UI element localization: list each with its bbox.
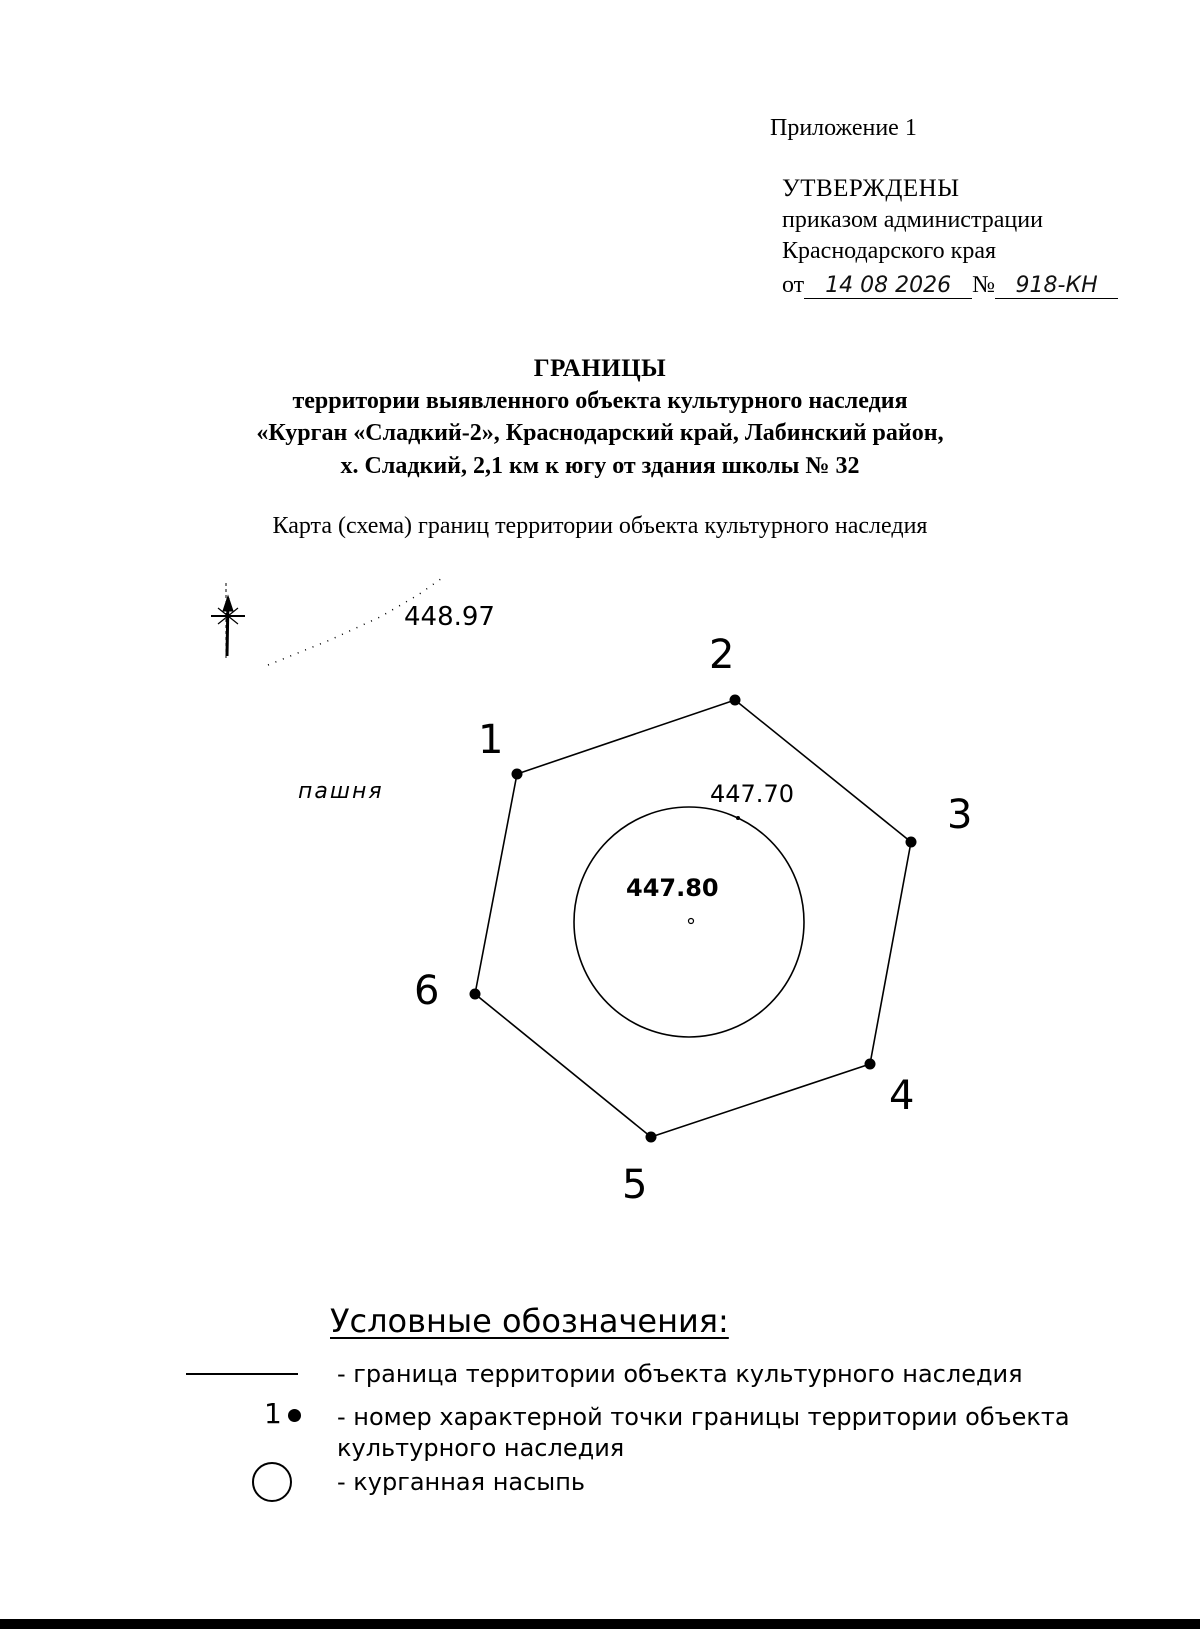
title-line-1: территории выявленного объекта культурного наследия (292, 388, 908, 414)
boundary-point (622, 1132, 657, 1201)
legend-point-text-1: - номер характерной точки границы территории объекта (337, 1403, 1070, 1431)
boundary-point (414, 968, 481, 1014)
map-subtitle: Карта (схема) границ территории объекта культурного наследия (272, 513, 928, 539)
number-prefix: № (972, 272, 996, 298)
point-label: 2 (709, 632, 735, 678)
date-prefix: от (782, 272, 805, 298)
boundary-point (709, 632, 741, 706)
land-use-label: пашня (298, 779, 384, 804)
order-date-number (782, 272, 1118, 299)
handwritten-number: 918-КН (995, 274, 1118, 299)
boundary-point (478, 717, 523, 780)
point-label: 3 (947, 792, 973, 838)
title-line-3: х. Сладкий, 2,1 км к югу от здания школы № 32 (340, 453, 860, 479)
title-line-2: «Курган «Сладкий-2», Краснодарский край, Лабинский район, (256, 420, 944, 446)
mound-center-mark (689, 919, 694, 924)
elevation-edge: 447.70 (710, 780, 794, 808)
boundary-scheme (0, 560, 1200, 1200)
boundary-point (865, 1059, 915, 1120)
boundary-polygon (475, 700, 911, 1137)
scan-edge-bar (0, 1619, 1200, 1629)
legend-mound-circle-icon (252, 1462, 292, 1502)
order-line-2: Краснодарского края (782, 238, 997, 264)
legend-mound-text: - курганная насыпь (337, 1468, 586, 1496)
order-line-1: приказом администрации (782, 207, 1043, 233)
north-arrow-icon (211, 583, 245, 659)
point-label: 1 (478, 717, 504, 763)
appendix-label: Приложение 1 (770, 115, 917, 141)
legend-point-text-2: культурного наследия (337, 1434, 625, 1462)
point-label: 5 (622, 1162, 648, 1200)
point-label: 4 (889, 1073, 915, 1119)
approved-label: УТВЕРЖДЕНЫ (782, 175, 960, 202)
legend-title: Условные обозначения: (330, 1302, 729, 1340)
legend-point-dot-icon (288, 1409, 301, 1422)
elevation-center: 447.80 (626, 874, 719, 902)
document-heading: ГРАНИЦЫ (533, 355, 667, 382)
legend-boundary-symbol (186, 1373, 298, 1375)
handwritten-date: 14 08 2026 (804, 274, 972, 299)
mound-edge-mark (736, 816, 740, 820)
point-label: 6 (414, 968, 440, 1014)
legend-boundary-text: - граница территории объекта культурного наследия (337, 1360, 1023, 1388)
elevation-outer: 448.97 (404, 602, 495, 632)
legend-point-number: 1 (264, 1397, 282, 1430)
boundary-point (906, 792, 973, 848)
